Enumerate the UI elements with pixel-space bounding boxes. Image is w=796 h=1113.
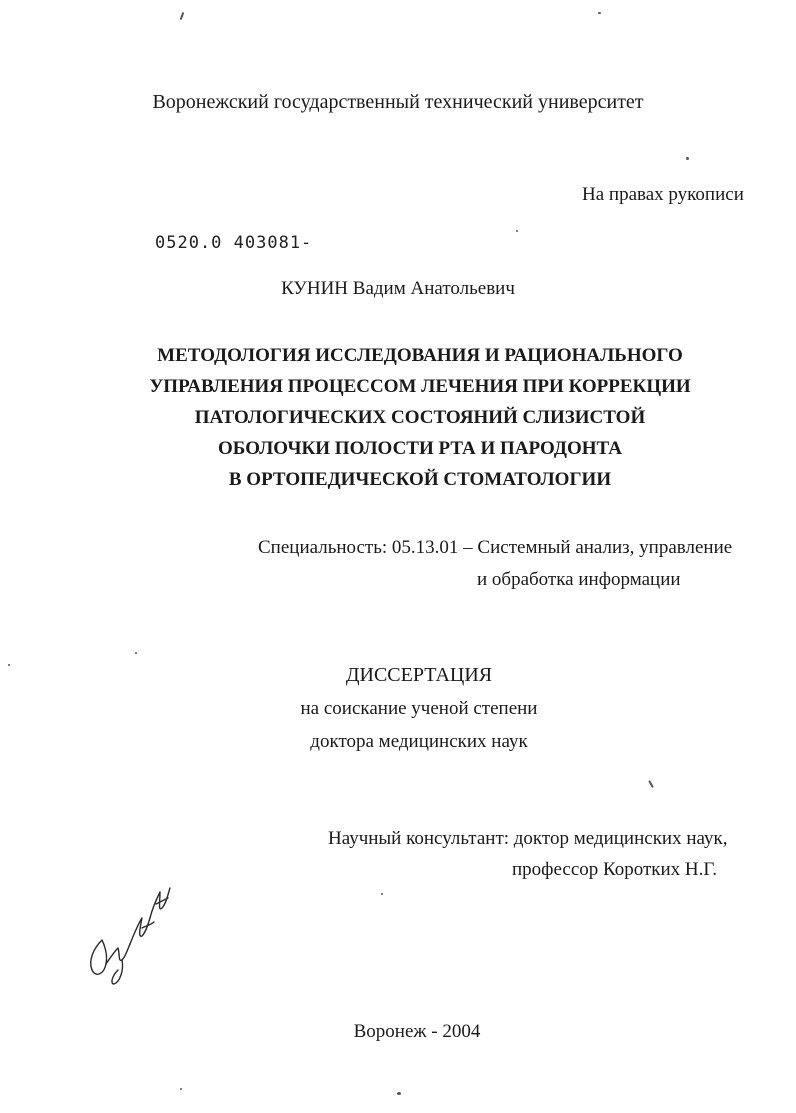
title-line-3: ПАТОЛОГИЧЕСКИХ СОСТОЯНИЙ СЛИЗИСТОЙ <box>194 407 646 428</box>
registration-code: 0520.0 403081- <box>155 233 313 253</box>
university-name: Воронежский государственный технический университет <box>152 91 644 113</box>
scan-speck <box>516 230 518 232</box>
consultant-line-1: Научный консультант: доктор медицинских наук, <box>328 828 728 849</box>
scan-speck <box>135 652 137 654</box>
manuscript-note: На правах рукописи <box>582 184 744 205</box>
specialty-line-2: и обработка информации <box>477 569 681 590</box>
scan-speck <box>180 1088 182 1090</box>
scan-speck <box>381 893 383 895</box>
scan-speck <box>598 12 601 14</box>
title-line-4: ОБОЛОЧКИ ПОЛОСТИ РТА И ПАРОДОНТА <box>218 438 622 459</box>
author-name: КУНИН Вадим Анатольевич <box>281 278 515 299</box>
scan-speck <box>8 664 10 666</box>
scan-speck <box>397 1092 401 1095</box>
specialty-line-1: Специальность: 05.13.01 – Системный анализ, управление <box>258 537 733 558</box>
handwritten-signature <box>80 878 180 990</box>
scan-speck <box>180 12 185 20</box>
scan-speck <box>648 780 654 788</box>
consultant-line-2: профессор Коротких Н.Г. <box>512 859 717 880</box>
dissertation-type: ДИССЕРТАЦИЯ <box>345 664 493 686</box>
degree-purpose-line-2: доктора медицинских наук <box>310 731 528 752</box>
title-line-2: УПРАВЛЕНИЯ ПРОЦЕССОМ ЛЕЧЕНИЯ ПРИ КОРРЕКЦИИ <box>149 376 691 397</box>
title-line-5: В ОРТОПЕДИЧЕСКОЙ СТОМАТОЛОГИИ <box>228 469 612 490</box>
scan-speck <box>686 157 689 160</box>
city-and-year: Воронеж - 2004 <box>353 1021 481 1042</box>
degree-purpose-line-1: на соискание ученой степени <box>300 698 538 719</box>
title-line-1: МЕТОДОЛОГИЯ ИССЛЕДОВАНИЯ И РАЦИОНАЛЬНОГО <box>157 345 683 366</box>
dissertation-title <box>0 340 796 495</box>
